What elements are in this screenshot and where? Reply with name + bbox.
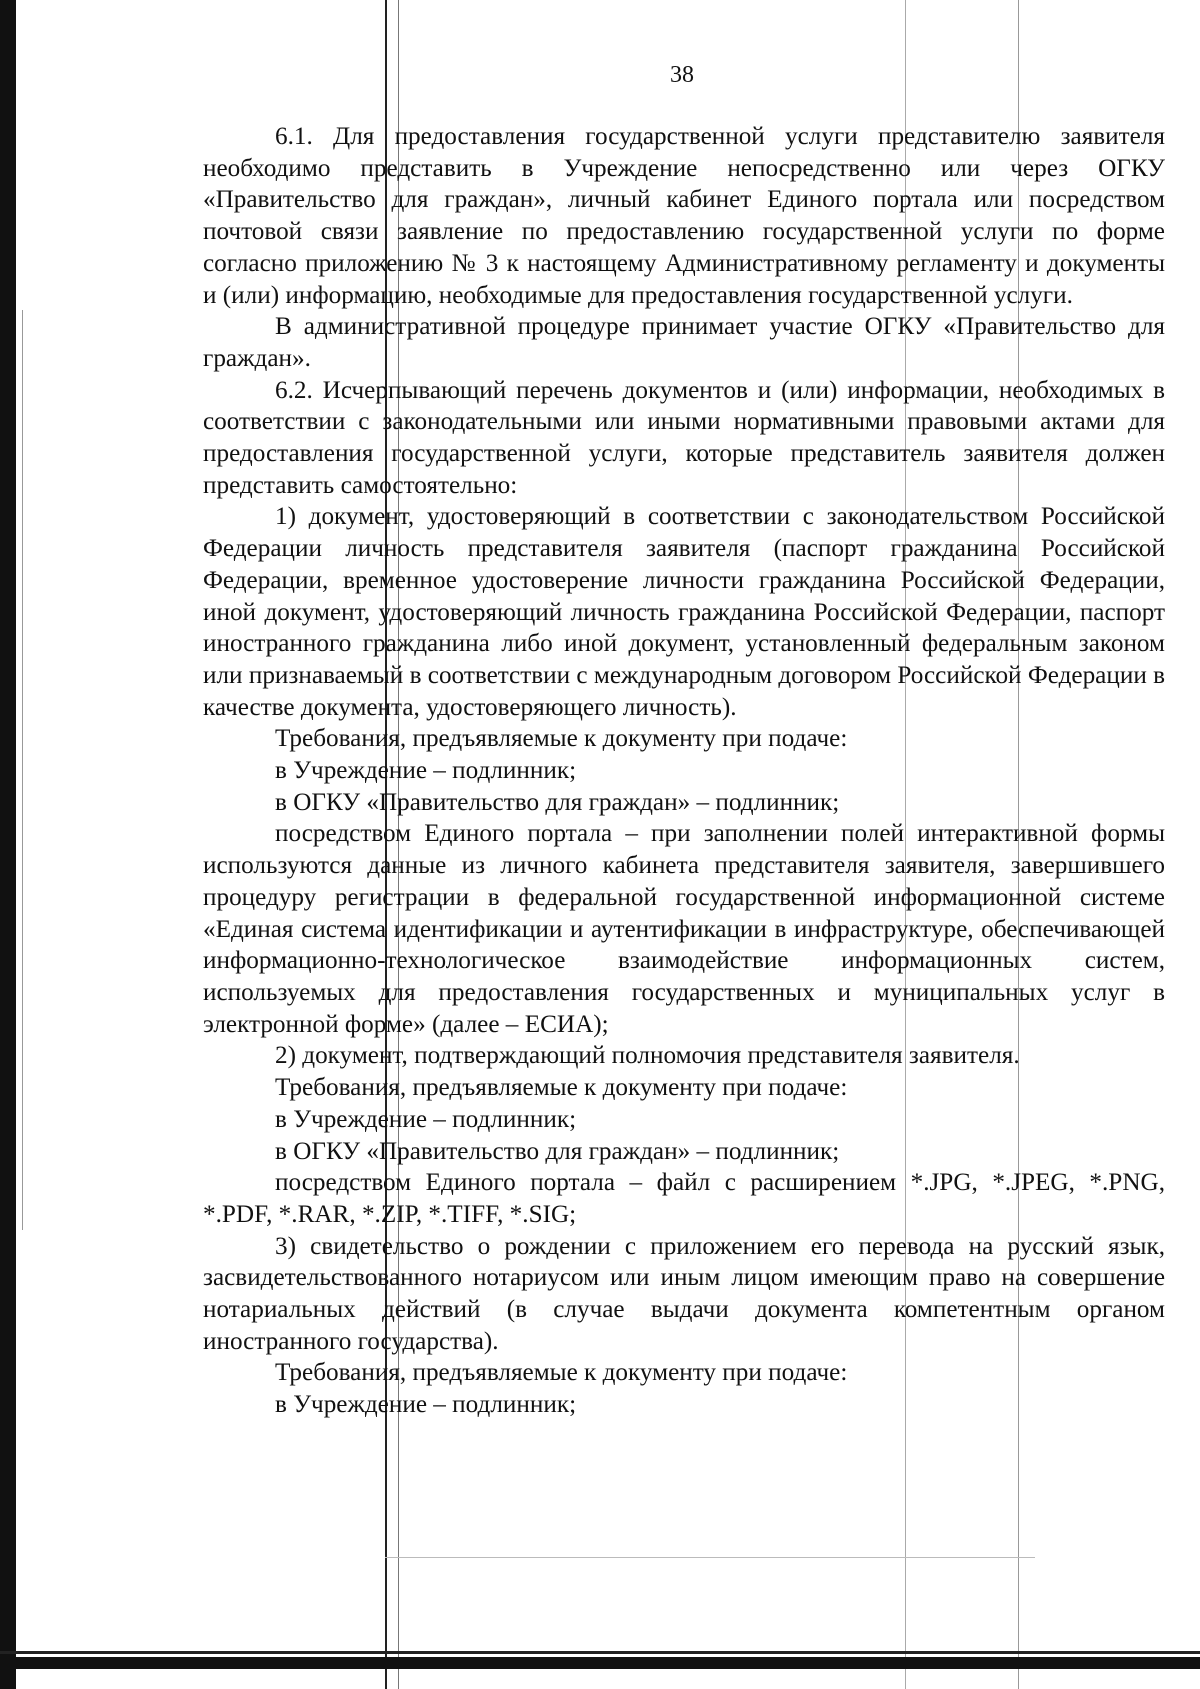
paragraph: 2) документ, подтверждающий полномочия представителя заявителя.	[275, 1042, 1020, 1070]
scan-artifact-line	[385, 1557, 1035, 1558]
paragraph: 6.2. Исчерпывающий перечень документов и (или) информации, необходимых в соответствии с законодательными или иными нормативными правовыми актами для предоставления государственной услуги, которые представитель заявителя должен представить самостоятельно:	[203, 376, 1165, 499]
page-number: 38	[670, 62, 694, 88]
scan-artifact-line	[22, 310, 23, 1230]
paragraph: в Учреждение – подлинник;	[275, 1391, 577, 1419]
paragraph: в Учреждение – подлинник;	[275, 757, 577, 785]
scan-border-bottom	[0, 1651, 1200, 1654]
paragraph: в ОГКУ «Правительство для граждан» – подлинник;	[275, 1137, 840, 1165]
scan-border-bottom	[0, 1657, 1200, 1669]
paragraph: в Учреждение – подлинник;	[275, 1105, 577, 1133]
paragraph: 6.1. Для предоставления государственной услуги представителю заявителя необходимо представить в Учреждение непосредственно или через ОГКУ «Правительство для граждан», личный кабинет Единого портала или посредством почтовой связи заявление по предоставлению государственной услуги по форме согласно приложению № 3 к настоящему Административному регламенту и документы и (или) информацию, необходимые для предоставления государственной услуги.	[203, 123, 1165, 309]
document-body	[203, 121, 1165, 1421]
paragraph: Требования, предъявляемые к документу при подаче:	[275, 1074, 848, 1102]
paragraph: Требования, предъявляемые к документу при подаче:	[275, 1359, 848, 1387]
paragraph: посредством Единого портала – файл с расширением *.JPG, *.JPEG, *.PNG, *.PDF, *.RAR, *.ZIP, *.TIFF, *.SIG;	[203, 1169, 1165, 1228]
scan-border-left	[0, 0, 16, 1689]
paragraph: 1) документ, удостоверяющий в соответствии с законодательством Российской Федерации личность представителя заявителя (паспорт гражданина Российской Федерации, временное удостоверение личности гражданина Российской Федерации, иной документ, удостоверяющий личность гражданина Российской Федерации, паспорт иностранного гражданина либо иной документ, установленный федеральным законом или признаваемый в соответствии с международным договором Российской Федерации в качестве документа, удостоверяющего личность).	[203, 503, 1165, 721]
paragraph: в ОГКУ «Правительство для граждан» – подлинник;	[275, 788, 840, 816]
paragraph: Требования, предъявляемые к документу при подаче:	[275, 725, 848, 753]
paragraph: посредством Единого портала – при заполнении полей интерактивной формы используются данные из личного кабинета представителя заявителя, завершившего процедуру регистрации в федеральной государственной информационной системе «Единая система идентификации и аутентификации в инфраструктуре, обеспечивающей информационно-технологическое взаимодействие информационных систем, используемых для предоставления государственных и муниципальных услуг в электронной форме» (далее – ЕСИА);	[203, 820, 1165, 1038]
paragraph: В административной процедуре принимает участие ОГКУ «Правительство для граждан».	[203, 313, 1165, 372]
paragraph: 3) свидетельство о рождении с приложением его перевода на русский язык, засвидетельствованного нотариусом или иным лицом имеющим право на совершение нотариальных действий (в случае выдачи документа компетентным органом иностранного государства).	[203, 1232, 1165, 1355]
